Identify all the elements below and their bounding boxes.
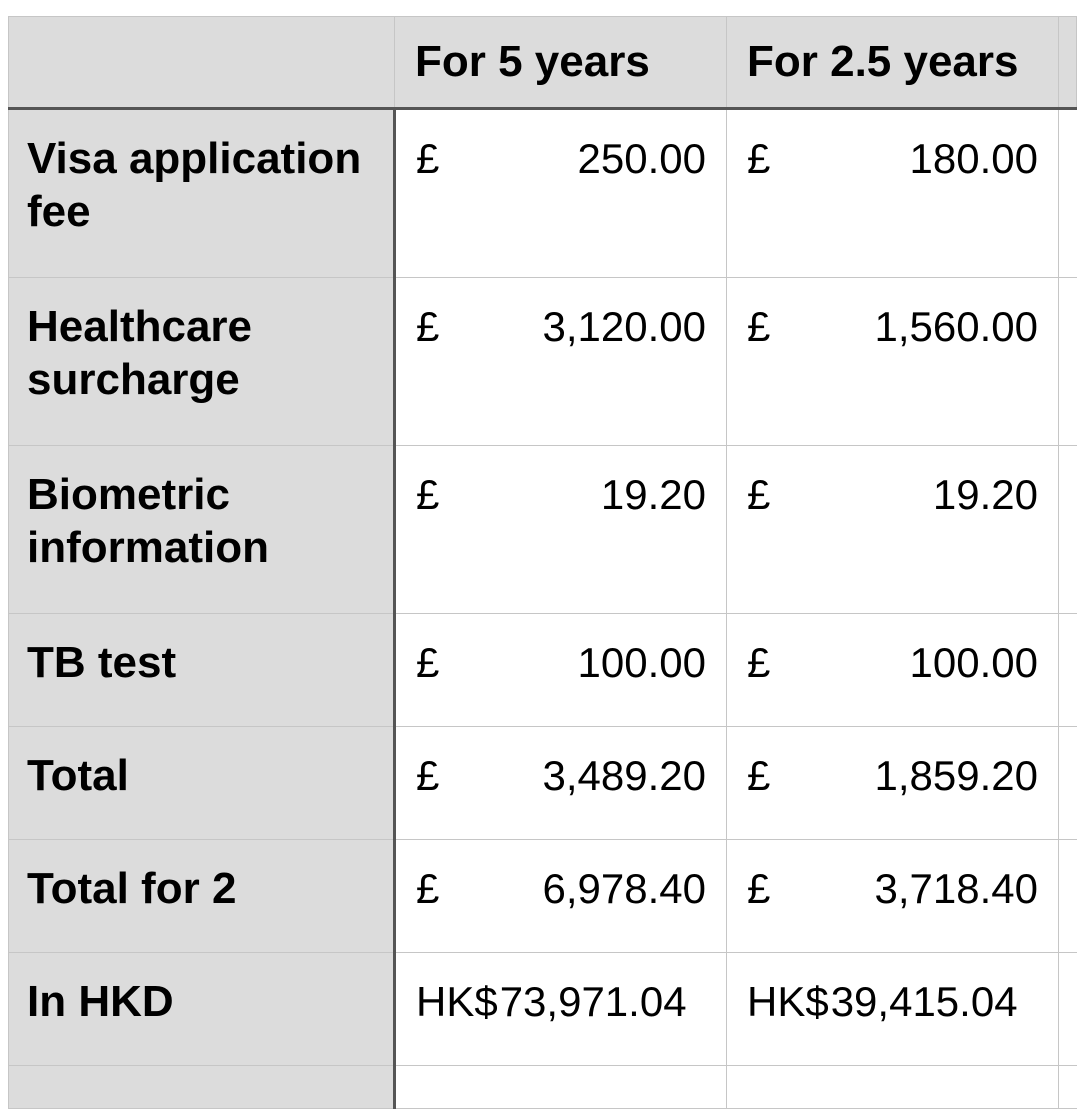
- currency-symbol: £: [747, 303, 771, 350]
- currency-symbol: HK$: [416, 978, 498, 1025]
- currency-symbol: £: [747, 471, 771, 518]
- header-blank-cell[interactable]: [9, 17, 395, 109]
- header-for-5-years[interactable]: For 5 years: [395, 17, 727, 109]
- cell-extra[interactable]: [1059, 278, 1077, 446]
- cell-extra[interactable]: [1059, 727, 1077, 840]
- amount: 180.00: [909, 135, 1038, 182]
- table-row: [9, 614, 1077, 727]
- cell-empty[interactable]: [395, 1066, 727, 1109]
- row-label-healthcare-surcharge[interactable]: Healthcare surcharge: [9, 278, 395, 446]
- cell-2-5yr-total-for-2[interactable]: [727, 840, 1059, 953]
- cell-extra[interactable]: [1059, 1066, 1077, 1109]
- cell-extra[interactable]: [1059, 109, 1077, 278]
- currency-symbol: £: [416, 471, 440, 518]
- amount: 100.00: [577, 639, 706, 686]
- cell-5yr-in-hkd[interactable]: [395, 953, 727, 1066]
- currency-symbol: £: [416, 639, 440, 686]
- amount: 3,489.20: [542, 752, 706, 799]
- header-extra-cell[interactable]: [1059, 17, 1077, 109]
- cell-2-5yr-total[interactable]: [727, 727, 1059, 840]
- amount: 100.00: [909, 639, 1038, 686]
- currency-symbol: HK$: [747, 978, 829, 1025]
- cost-table: [8, 16, 1077, 1109]
- row-label-empty[interactable]: [9, 1066, 395, 1109]
- cell-extra[interactable]: [1059, 840, 1077, 953]
- currency-symbol: £: [416, 303, 440, 350]
- cell-5yr-total-for-2[interactable]: [395, 840, 727, 953]
- row-label-biometric[interactable]: Biometric information: [9, 446, 395, 614]
- cell-extra[interactable]: [1059, 446, 1077, 614]
- table-row: [9, 727, 1077, 840]
- amount: 39,415.04: [830, 978, 1018, 1025]
- row-label-visa-fee[interactable]: Visa application fee: [9, 109, 395, 278]
- cell-2-5yr-in-hkd[interactable]: [727, 953, 1059, 1066]
- amount: 1,560.00: [874, 303, 1038, 350]
- table-row: [9, 1066, 1077, 1109]
- currency-symbol: £: [416, 865, 440, 912]
- amount: 3,120.00: [542, 303, 706, 350]
- currency-symbol: £: [416, 752, 440, 799]
- cell-5yr-biometric[interactable]: [395, 446, 727, 614]
- table-row: [9, 446, 1077, 614]
- cell-2-5yr-tb-test[interactable]: [727, 614, 1059, 727]
- amount: 6,978.40: [542, 865, 706, 912]
- amount: 1,859.20: [874, 752, 1038, 799]
- header-row: [9, 17, 1077, 109]
- row-label-total-for-2[interactable]: Total for 2: [9, 840, 395, 953]
- row-label-in-hkd[interactable]: In HKD: [9, 953, 395, 1066]
- cell-empty[interactable]: [727, 1066, 1059, 1109]
- currency-symbol: £: [416, 135, 440, 182]
- cell-2-5yr-healthcare[interactable]: [727, 278, 1059, 446]
- currency-symbol: £: [747, 135, 771, 182]
- cell-5yr-tb-test[interactable]: [395, 614, 727, 727]
- amount: 19.20: [932, 471, 1038, 518]
- cell-5yr-healthcare[interactable]: [395, 278, 727, 446]
- table-row: [9, 109, 1077, 278]
- cell-extra[interactable]: [1059, 614, 1077, 727]
- amount: 73,971.04: [499, 978, 687, 1025]
- table-row: [9, 953, 1077, 1066]
- cell-5yr-visa-fee[interactable]: [395, 109, 727, 278]
- amount: 250.00: [577, 135, 706, 182]
- row-label-tb-test[interactable]: TB test: [9, 614, 395, 727]
- header-for-2-5-years[interactable]: For 2.5 years: [727, 17, 1059, 109]
- amount: 19.20: [600, 471, 706, 518]
- cell-2-5yr-biometric[interactable]: [727, 446, 1059, 614]
- row-label-total[interactable]: Total: [9, 727, 395, 840]
- currency-symbol: £: [747, 639, 771, 686]
- currency-symbol: £: [747, 752, 771, 799]
- cell-2-5yr-visa-fee[interactable]: [727, 109, 1059, 278]
- table-row: [9, 840, 1077, 953]
- amount: 3,718.40: [874, 865, 1038, 912]
- currency-symbol: £: [747, 865, 771, 912]
- cell-5yr-total[interactable]: [395, 727, 727, 840]
- cell-extra[interactable]: [1059, 953, 1077, 1066]
- table-row: [9, 278, 1077, 446]
